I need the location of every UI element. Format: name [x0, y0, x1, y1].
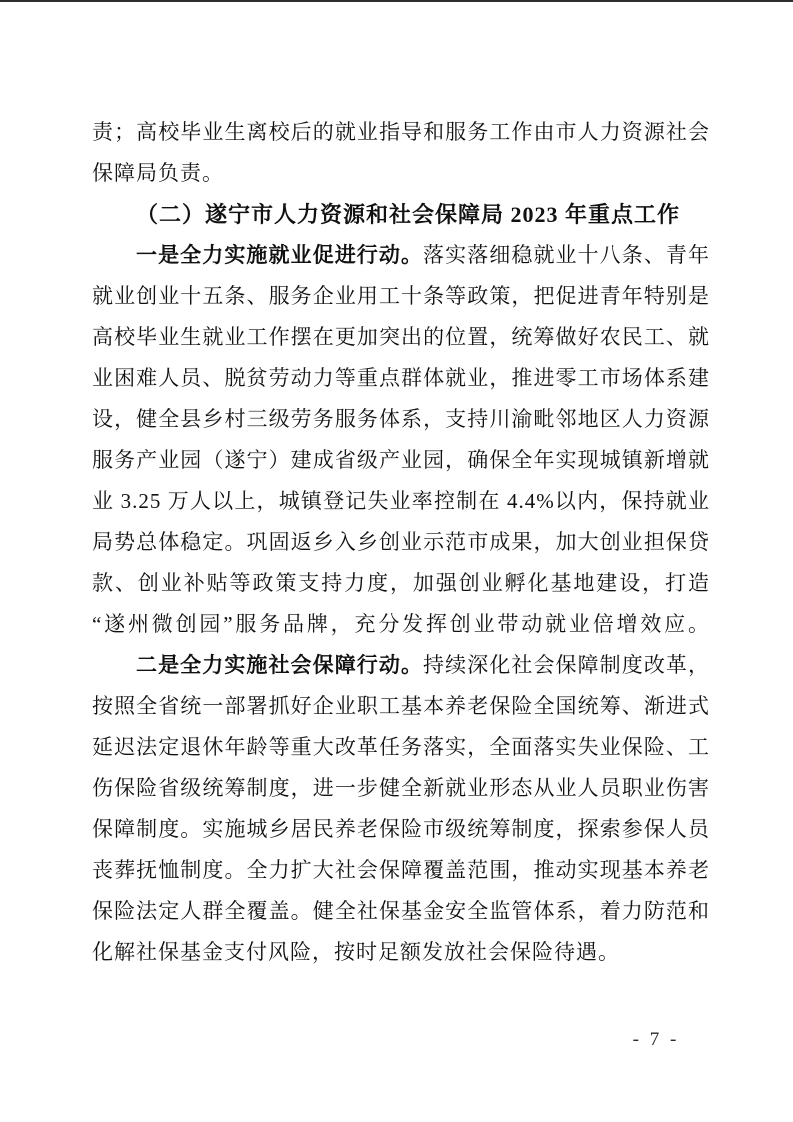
body-line: 高校毕业生就业工作摆在更加突出的位置，统筹做好农民工、就 [92, 325, 710, 349]
paragraph-text: 落实落细稳就业十八条、青年 [423, 243, 710, 267]
body-line: 按照全省统一部署抓好企业职工基本养老保险全国统筹、渐进式 [92, 694, 710, 718]
paragraph-lead: 二是全力实施社会保障行动。 [136, 653, 424, 677]
body-line: 业 3.25 万人以上，城镇登记失业率控制在 4.4%以内，保持就业 [92, 489, 710, 513]
paragraph-lead: 一是全力实施就业促进行动。 [136, 243, 424, 267]
body-line: 局势总体稳定。巩固返乡入乡创业示范市成果，加大创业担保贷 [92, 530, 710, 554]
body-line: 延迟法定退休年龄等重大改革任务落实，全面落实失业保险、工 [92, 735, 710, 759]
body-line [92, 645, 710, 686]
body-line: 业困难人员、脱贫劳动力等重点群体就业，推进零工市场体系建 [92, 366, 710, 390]
body-line: 设，健全县乡村三级劳务服务体系，支持川渝毗邻地区人力资源 [92, 407, 710, 431]
body-line [92, 235, 710, 276]
paragraph-text: 持续深化社会保障制度改革， [423, 653, 710, 677]
body-line: 丧葬抚恤制度。全力扩大社会保障覆盖范围，推动实现基本养老 [92, 858, 710, 882]
body-line: 款、创业补贴等政策支持力度，加强创业孵化基地建设，打造 [92, 571, 710, 595]
body-line: 伤保险省级统筹制度，进一步健全新就业形态从业人员职业伤害 [92, 776, 710, 800]
section-heading: （二）遂宁市人力资源和社会保障局 2023 年重点工作 [136, 202, 681, 227]
body-line: 保障局负责。 [92, 161, 224, 185]
body-line: 责；高校毕业生离校后的就业指导和服务工作由市人力资源社会 [92, 120, 710, 144]
document-text-block [92, 112, 710, 973]
body-line: 保障制度。实施城乡居民养老保险市级统筹制度，探索参保人员 [92, 817, 710, 841]
body-line: 服务产业园（遂宁）建成省级产业园，确保全年实现城镇新增就 [92, 448, 710, 472]
body-line: 保险法定人群全覆盖。健全社保基金安全监管体系，着力防范和 [92, 899, 710, 923]
page-edge-line [0, 0, 793, 2]
body-line: “遂州微创园”服务品牌，充分发挥创业带动就业倍增效应。 [92, 612, 710, 636]
body-line: 化解社保基金支付风险，按时足额发放社会保险待遇。 [92, 940, 620, 964]
body-line: 就业创业十五条、服务企业用工十条等政策，把促进青年特别是 [92, 284, 710, 308]
page-number: - 7 - [632, 1029, 680, 1050]
